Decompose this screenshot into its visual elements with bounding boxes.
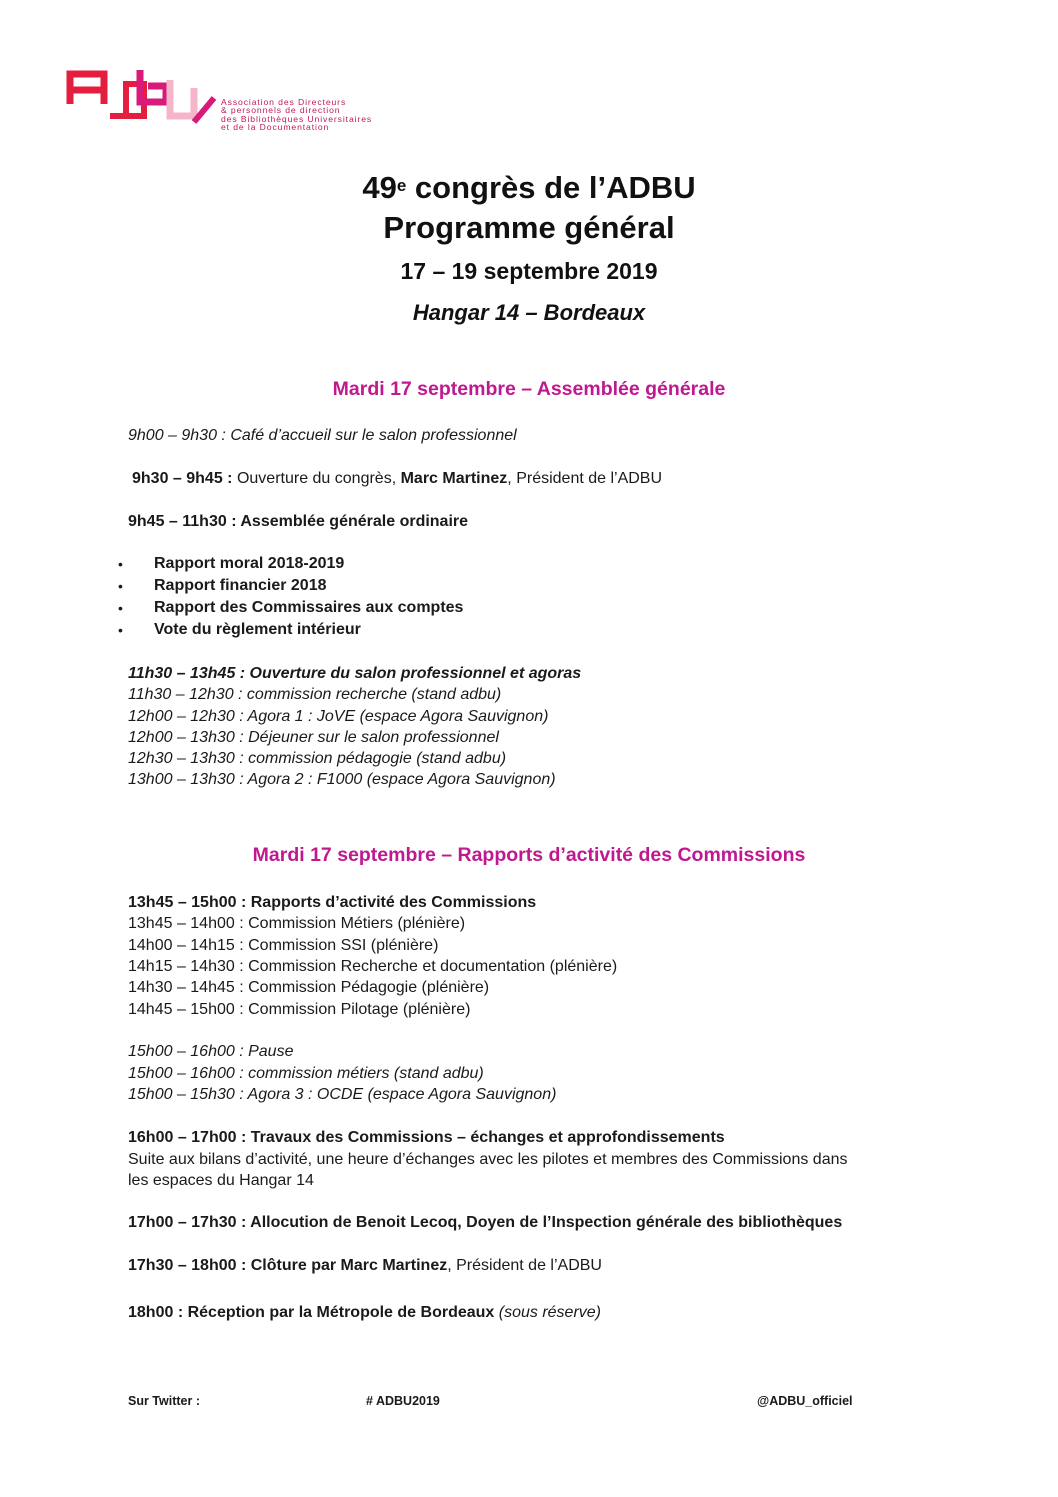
schedule-item: 15h00 – 16h00 : Pause: [128, 1043, 294, 1060]
schedule-item: 12h00 – 13h30 : Déjeuner sur le salon professionnel: [128, 729, 499, 746]
logo-tagline-line: & personnels de direction: [221, 105, 341, 116]
event-venue: Hangar 14 – Bordeaux: [412, 300, 646, 325]
document-title: [0, 170, 1058, 206]
schedule-item: 12h00 – 12h30 : Agora 1 : JoVE (espace Agora Sauvignon): [128, 708, 549, 725]
schedule-time: 9h30 – 9h45 :: [132, 470, 233, 487]
schedule-item: 12h30 – 13h30 : commission pédagogie (stand adbu): [128, 750, 507, 767]
list-item: • Vote du règlement intérieur: [118, 619, 463, 641]
document-subtitle: Programme général: [383, 210, 675, 245]
schedule-item: 14h45 – 15h00 : Commission Pilotage (plénière): [128, 1001, 471, 1018]
schedule-opening: [132, 468, 662, 489]
schedule-salon-heading: 11h30 – 13h45 : Ouverture du salon professionnel et agoras: [128, 665, 582, 682]
schedule-assemblee: 9h45 – 11h30 : Assemblée générale ordinaire: [128, 513, 469, 530]
schedule-cloture-bold: 17h30 – 18h00 : Clôture par Marc Martinez: [128, 1257, 448, 1274]
logo-tagline-line: Association des Directeurs: [221, 97, 347, 107]
speaker-role: , Président de l’ADBU: [507, 470, 663, 487]
logo-tagline-line: des Bibliothèques Universitaires: [221, 113, 373, 124]
title-number: 49: [362, 170, 397, 205]
footer-twitter-handle: @ADBU_officiel: [757, 1394, 853, 1408]
schedule-travaux-heading: 16h00 – 17h00 : Travaux des Commissions – échanges et approfondissements: [128, 1129, 725, 1146]
schedule-travaux-text: les espaces du Hangar 14: [128, 1172, 314, 1189]
list-item: • Rapport moral 2018-2019: [118, 553, 463, 575]
list-item: • Rapport financier 2018: [118, 575, 463, 597]
schedule-travaux-text: Suite aux bilans d’activité, une heure d’échanges avec les pilotes et membres des Commissions dans: [128, 1151, 848, 1168]
schedule-item: 15h00 – 15h30 : Agora 3 : OCDE (espace Agora Sauvignon): [128, 1086, 557, 1103]
logo-tagline-line: et de la Documentation: [221, 122, 330, 133]
speaker-name: Marc Martinez: [400, 470, 508, 487]
title-superscript: e: [396, 176, 407, 195]
schedule-item: 11h30 – 12h30 : commission recherche (stand adbu): [128, 686, 502, 703]
schedule-item: 13h45 – 14h00 : Commission Métiers (plénière): [128, 915, 466, 932]
logo-tagline: [221, 98, 372, 132]
schedule-cloture: [128, 1255, 602, 1276]
footer-twitter-label: Sur Twitter :: [128, 1394, 200, 1408]
section-heading-commissions: Mardi 17 septembre – Rapports d’activité des Commissions: [252, 844, 806, 866]
schedule-item: 14h00 – 14h15 : Commission SSI (plénière): [128, 937, 439, 954]
event-dates: 17 – 19 septembre 2019: [400, 258, 658, 284]
schedule-text: Ouverture du congrès,: [232, 470, 401, 487]
list-item: • Rapport des Commissaires aux comptes: [118, 597, 463, 619]
schedule-cafe: 9h00 – 9h30 : Café d’accueil sur le salon professionnel: [128, 427, 517, 444]
section-heading-assemblee: Mardi 17 septembre – Assemblée générale: [332, 378, 726, 400]
schedule-allocution: 17h00 – 17h30 : Allocution de Benoit Lecoq, Doyen de l’Inspection générale des bibliothèques: [128, 1214, 843, 1231]
agenda-bullet-list: [118, 553, 463, 641]
schedule-item: 14h15 – 14h30 : Commission Recherche et documentation (plénière): [128, 958, 618, 975]
schedule-reception-bold: 18h00 : Réception par la Métropole de Bordeaux: [128, 1304, 495, 1321]
schedule-reception: [128, 1302, 601, 1323]
schedule-item: 13h00 – 13h30 : Agora 2 : F1000 (espace Agora Sauvignon): [128, 771, 556, 788]
schedule-rapports-heading: 13h45 – 15h00 : Rapports d’activité des Commissions: [128, 894, 537, 911]
speaker-role: , Président de l’ADBU: [447, 1257, 602, 1274]
schedule-item: 14h30 – 14h45 : Commission Pédagogie (plénière): [128, 979, 490, 996]
footer-hashtag: # ADBU2019: [366, 1394, 440, 1408]
title-rest: congrès de l’ADBU: [406, 170, 696, 205]
schedule-reception-note: (sous réserve): [494, 1304, 602, 1321]
schedule-item: 15h00 – 16h00 : commission métiers (stand adbu): [128, 1065, 484, 1082]
